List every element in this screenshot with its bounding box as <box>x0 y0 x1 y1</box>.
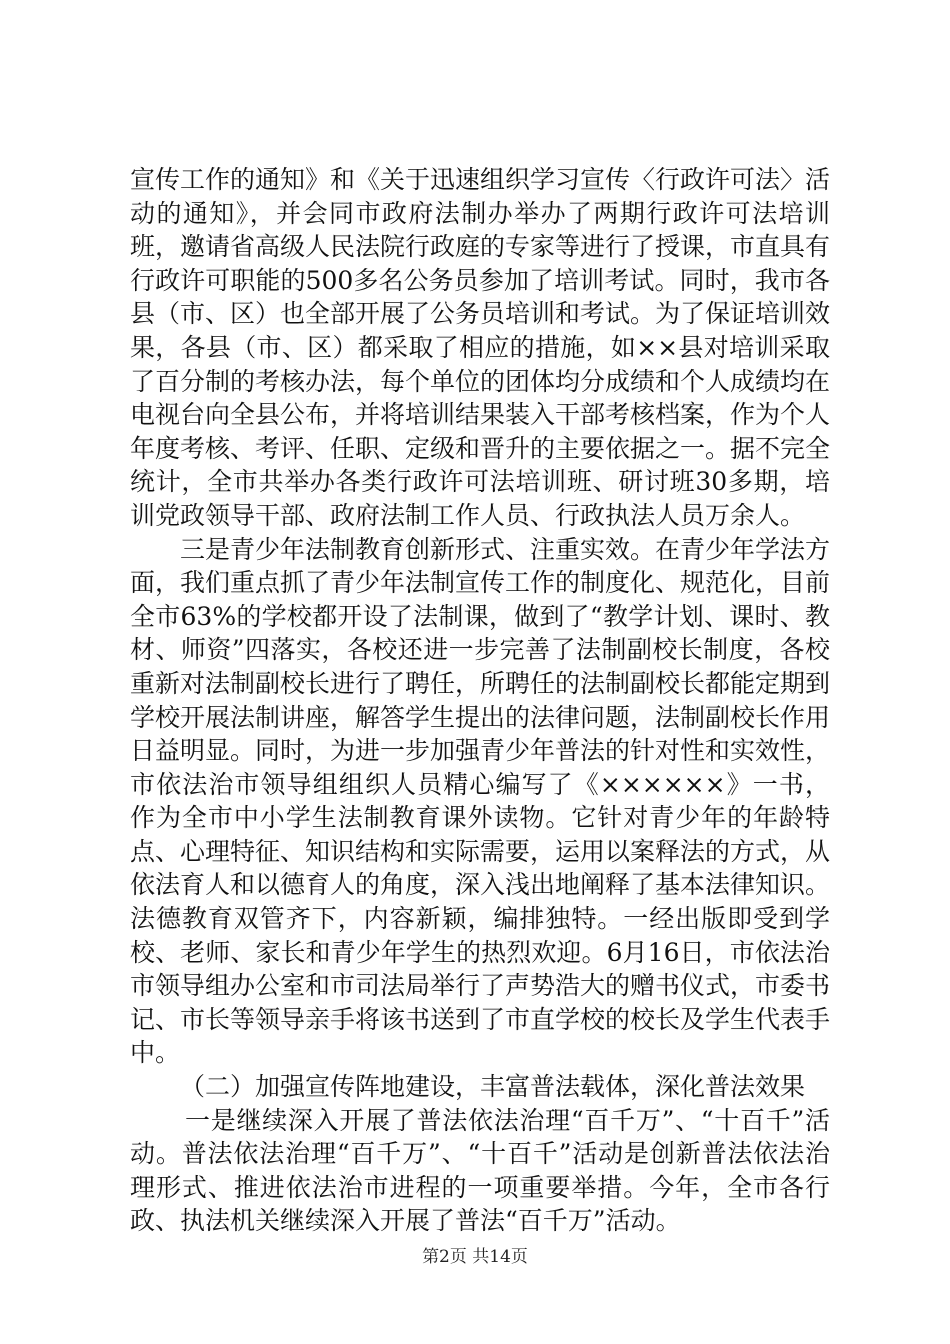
paragraph-activities: 一是继续深入开展了普法依法治理“百千万”、“十百千”活动。普法依法治理“百千万”、“十百千”活动是创新普法依法治理形式、推进依法治市进程的一项重要举措。今年，全市各行政、执法机关继续深入开展了普法“百千万”活动。 <box>130 1105 830 1236</box>
page-footer: 第2页 共14页 <box>422 1247 528 1267</box>
paragraph-training: 宣传工作的通知》和《关于迅速组织学习宣传〈行政许可法〉活动的通知》，并会同市政府法制办举办了两期行政许可法培训班，邀请省高级人民法院行政庭的专家等进行了授课，市直具有行政许可职能的500多名公务员参加了培训考试。同时，我市各县（市、区）也全部开展了公务员培训和考试。为了保证培训效果，各县（市、区）都采取了相应的措施，如××县对培训采取了百分制的考核办法，每个单位的团体均分成绩和个人成绩均在电视台向全县公布，并将培训结果装入干部考核档案，作为个人年度考核、考评、任职、定级和晋升的主要依据之一。据不完全统计，全市共举办各类行政许可法培训班、研讨班30多期，培训党政领导干部、政府法制工作人员、行政执法人员万余人。 <box>130 165 831 530</box>
paragraph-youth-education: 三是青少年法制教育创新形式、注重实效。在青少年学法方面，我们重点抓了青少年法制宣传工作的制度化、规范化，目前全市63%的学校都开设了法制课，做到了“教学计划、课时、教材、师资”四落实，各校还进一步完善了法制副校长制度，各校重新对法制副校长进行了聘任，所聘任的法制副校长都能定期到学校开展法制讲座，解答学生提出的法律问题，法制副校长作用日益明显。同时，为进一步加强青少年普法的针对性和实效性，市依法治市领导组组织人员精心编写了《××××××》一书，作为全市中小学生法制教育课外读物。它针对青少年的年龄特点、心理特征、知识结构和实际需要，运用以案释法的方式，从依法育人和以德育人的角度，深入浅出地阐释了基本法律知识。法德教育双管齐下，内容新颖，编排独特。一经出版即受到学校、老师、家长和青少年学生的热烈欢迎。6月16日，市依法治市领导组办公室和市司法局举行了声势浩大的赠书仪式，市委书记、市长等领导亲手将该书送到了市直学校的校长及学生代表手中。 <box>130 534 831 1068</box>
section-heading: （二）加强宣传阵地建设，丰富普法载体，深化普法效果 <box>180 1072 806 1102</box>
document-body <box>130 163 830 1238</box>
